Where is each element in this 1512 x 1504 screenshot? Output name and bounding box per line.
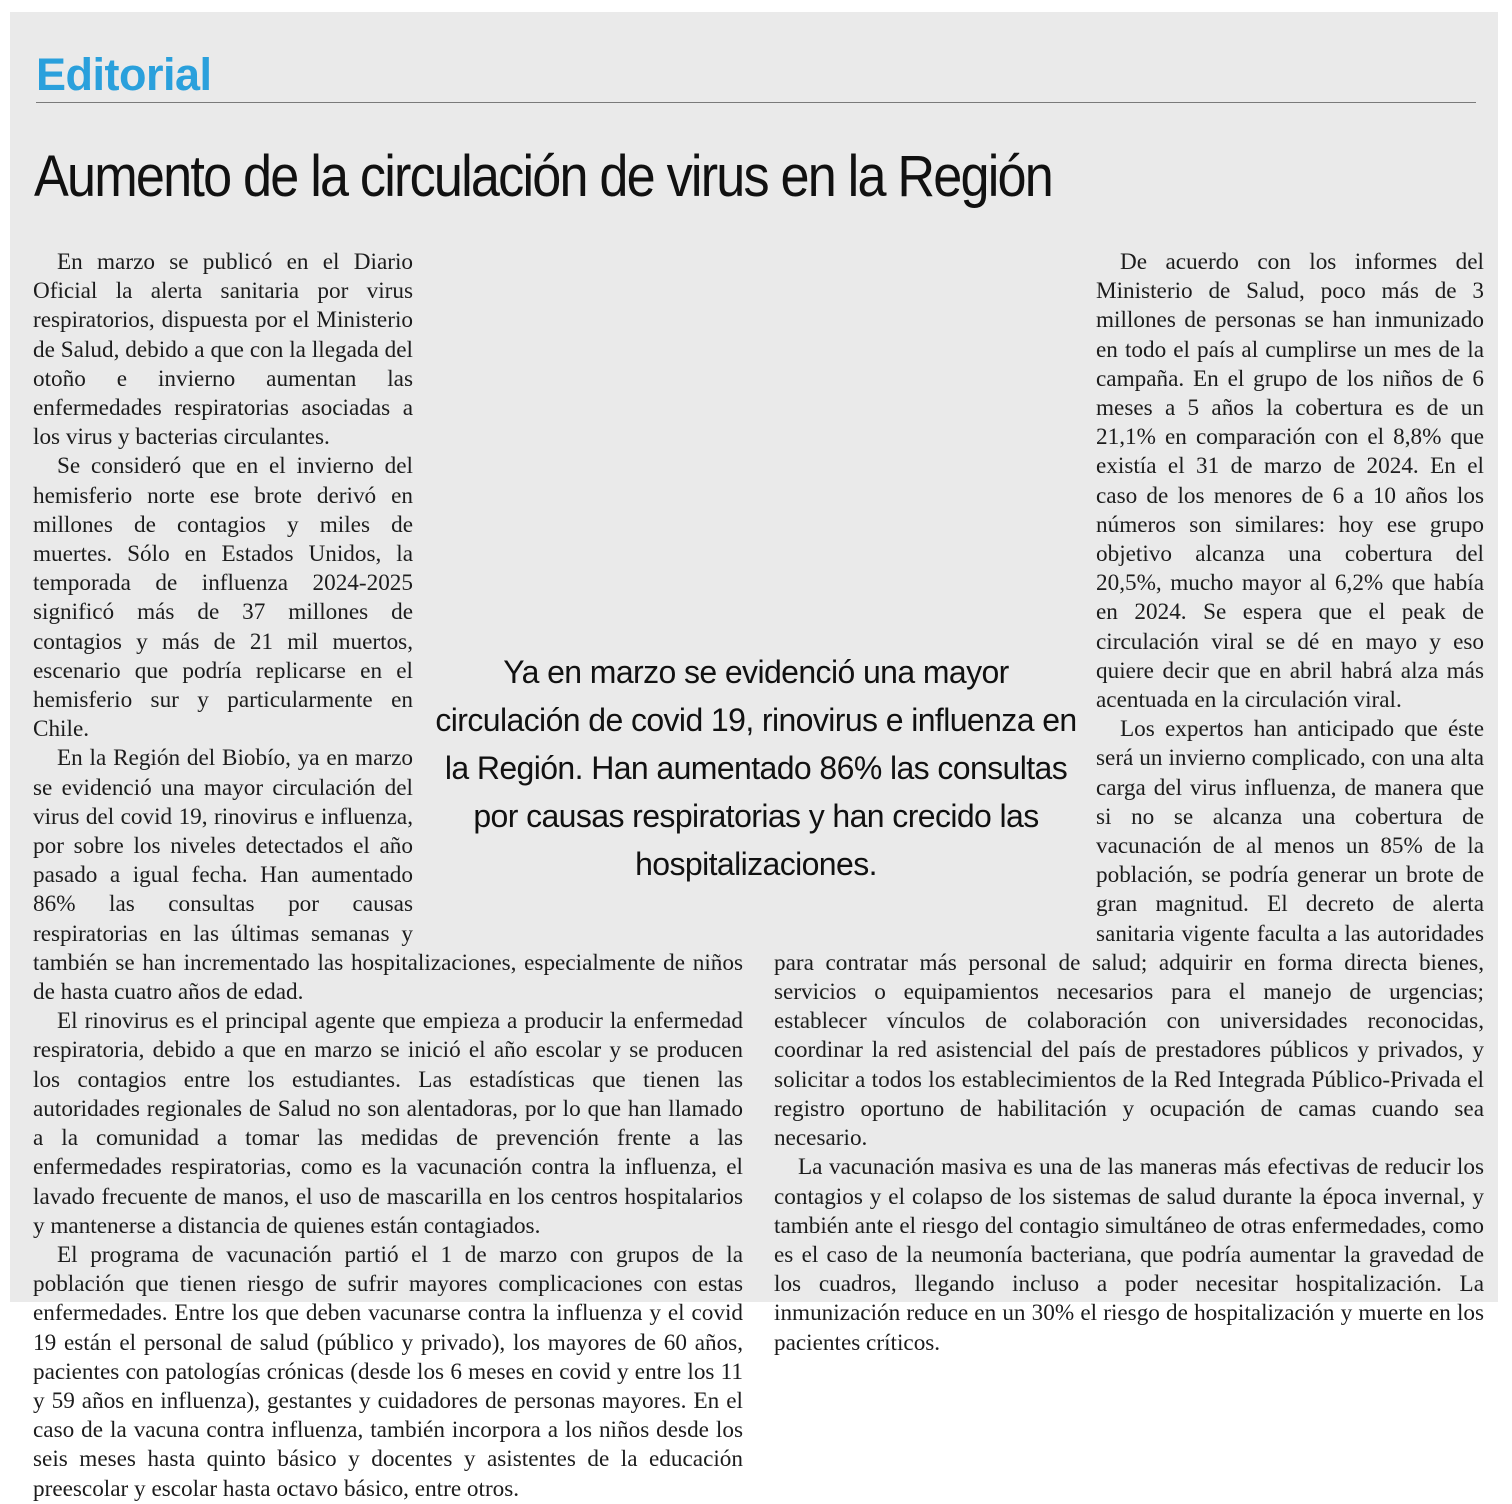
paragraph: El rinovirus es el principal agente que empieza a producir la enfermedad respiratoria, debido a que en marzo se inició el año escolar y se producen los contagios entre los estudiantes. Las estadísticas que tienen las autoridades regionales de Salud no son alentadoras, por lo que han llamado a la comunidad a tomar las medidas de prevención frente a las enfermedades respiratorias, como es la vacunación contra la influenza, el lavado frecuente de manos, el uso de mascarilla en los centros hospitalarios y mantenerse a distancia de quienes están contagiados. [33,1008,743,1239]
headline: Aumento de la circulación de virus en la Región [34,144,1053,209]
paragraph: En marzo se publicó en el Diario Oficial la alerta sanitaria por virus respiratorios, dispuesta por el Ministerio de Salud, debido a que con la llegada del otoño e invierno aumentan las enfermedades respiratorias asociadas a los virus y bacterias circulantes. [33,249,413,451]
paragraph: Los expertos han anticipado que éste será un invierno complicado, con una alta carga del virus influenza, de manera que si no se alcanza una cobertura de vacunación de al menos un 85% de la población, se podría generar un brote de gran magnitud. El decreto de alerta sanitaria vigente faculta a las autoridades para contratar más personal de salud; adquirir en forma directa bienes, servicios o equipamientos necesarios para el manejo de urgencias; establecer vínculos de colaboración con universidades reconocidas, coordinar la red asistencial del país de prestadores públicos y privados, y solicitar a todos los establecimientos de la Red Integrada Público-Privada el registro oportuno de habilitación y ocupación de camas cuando sea necesario. [774,716,1484,1152]
paragraph: La vacunación masiva es una de las maneras más efectivas de reducir los contagios y el colapso de los sistemas de salud durante la época invernal, y también ante el riesgo del contagio simultáneo de otras enfermedades, como es el caso de la neumonía bacteriana, que podría aumentar la gravedad de los cuadros, llegando incluso a poder necesitar hospitalización. La inmunización reduce en un 30% el riesgo de hospitalización y muerte en los pacientes críticos. [774,1154,1484,1356]
pull-quote: Ya en marzo se evidenció una mayor circulación de covid 19, rinovirus e influenza en la Región. Han aumentado 86% las consultas por causas respiratorias y han crecido las hospitalizaciones. [435,654,1077,882]
paragraph: En la Región del Biobío, ya en marzo se evidenció una mayor circulación del virus del covid 19, rinovirus e influenza, por sobre los niveles detectados el año pasado a igual fecha. Han aumentado 86% las consultas por causas respiratorias en las últimas semanas y también se han incrementado las hospitalizaciones, especialmente de niños de hasta cuatro años de edad. [33,745,743,1006]
paragraph: El programa de vacunación partió el 1 de marzo con grupos de la población que tienen riesgo de sufrir mayores complicaciones con estas enfermedades. Entre los que deben vacunarse contra la influenza y el covid 19 están el personal de salud (público y privado), los mayores de 60 años, pacientes con patologías crónicas (desde los 6 meses en covid y entre los 11 y 59 años en influenza), gestantes y cuidadores de personas mayores. En el caso de la vacuna contra influenza, también incorpora a los niños desde los seis meses hasta quinto básico y docentes y asistentes de la educación preescolar y escolar hasta octavo básico, entre otros. [33,1241,743,1502]
section-label: Editorial [36,49,212,100]
section-divider [36,102,1476,103]
editorial-page [10,12,1498,1502]
paragraph: Se consideró que en el invierno del hemisferio norte ese brote derivó en millones de contagios y miles de muertes. Sólo en Estados Unidos, la temporada de influenza 2024-2025 significó más de 37 millones de contagios y más de 21 mil muertos, escenario que podría replicarse en el hemisferio sur y particularmente en Chile. [33,453,413,743]
paragraph: De acuerdo con los informes del Ministerio de Salud, poco más de 3 millones de personas se han inmunizado en todo el país al cumplirse un mes de la campaña. En el grupo de los niños de 6 meses a 5 años la cobertura es de un 21,1% en comparación con el 8,8% que existía el 31 de marzo de 2024. En el caso de los menores de 6 a 10 años los números son similares: hoy ese grupo objetivo alcanza una cobertura del 20,5%, mucho mayor al 6,2% que había en 2024. Se espera que el peak de circulación viral se dé en mayo y eso quiere decir que en abril habrá alza más acentuada en la circulación viral. [1096,249,1484,714]
